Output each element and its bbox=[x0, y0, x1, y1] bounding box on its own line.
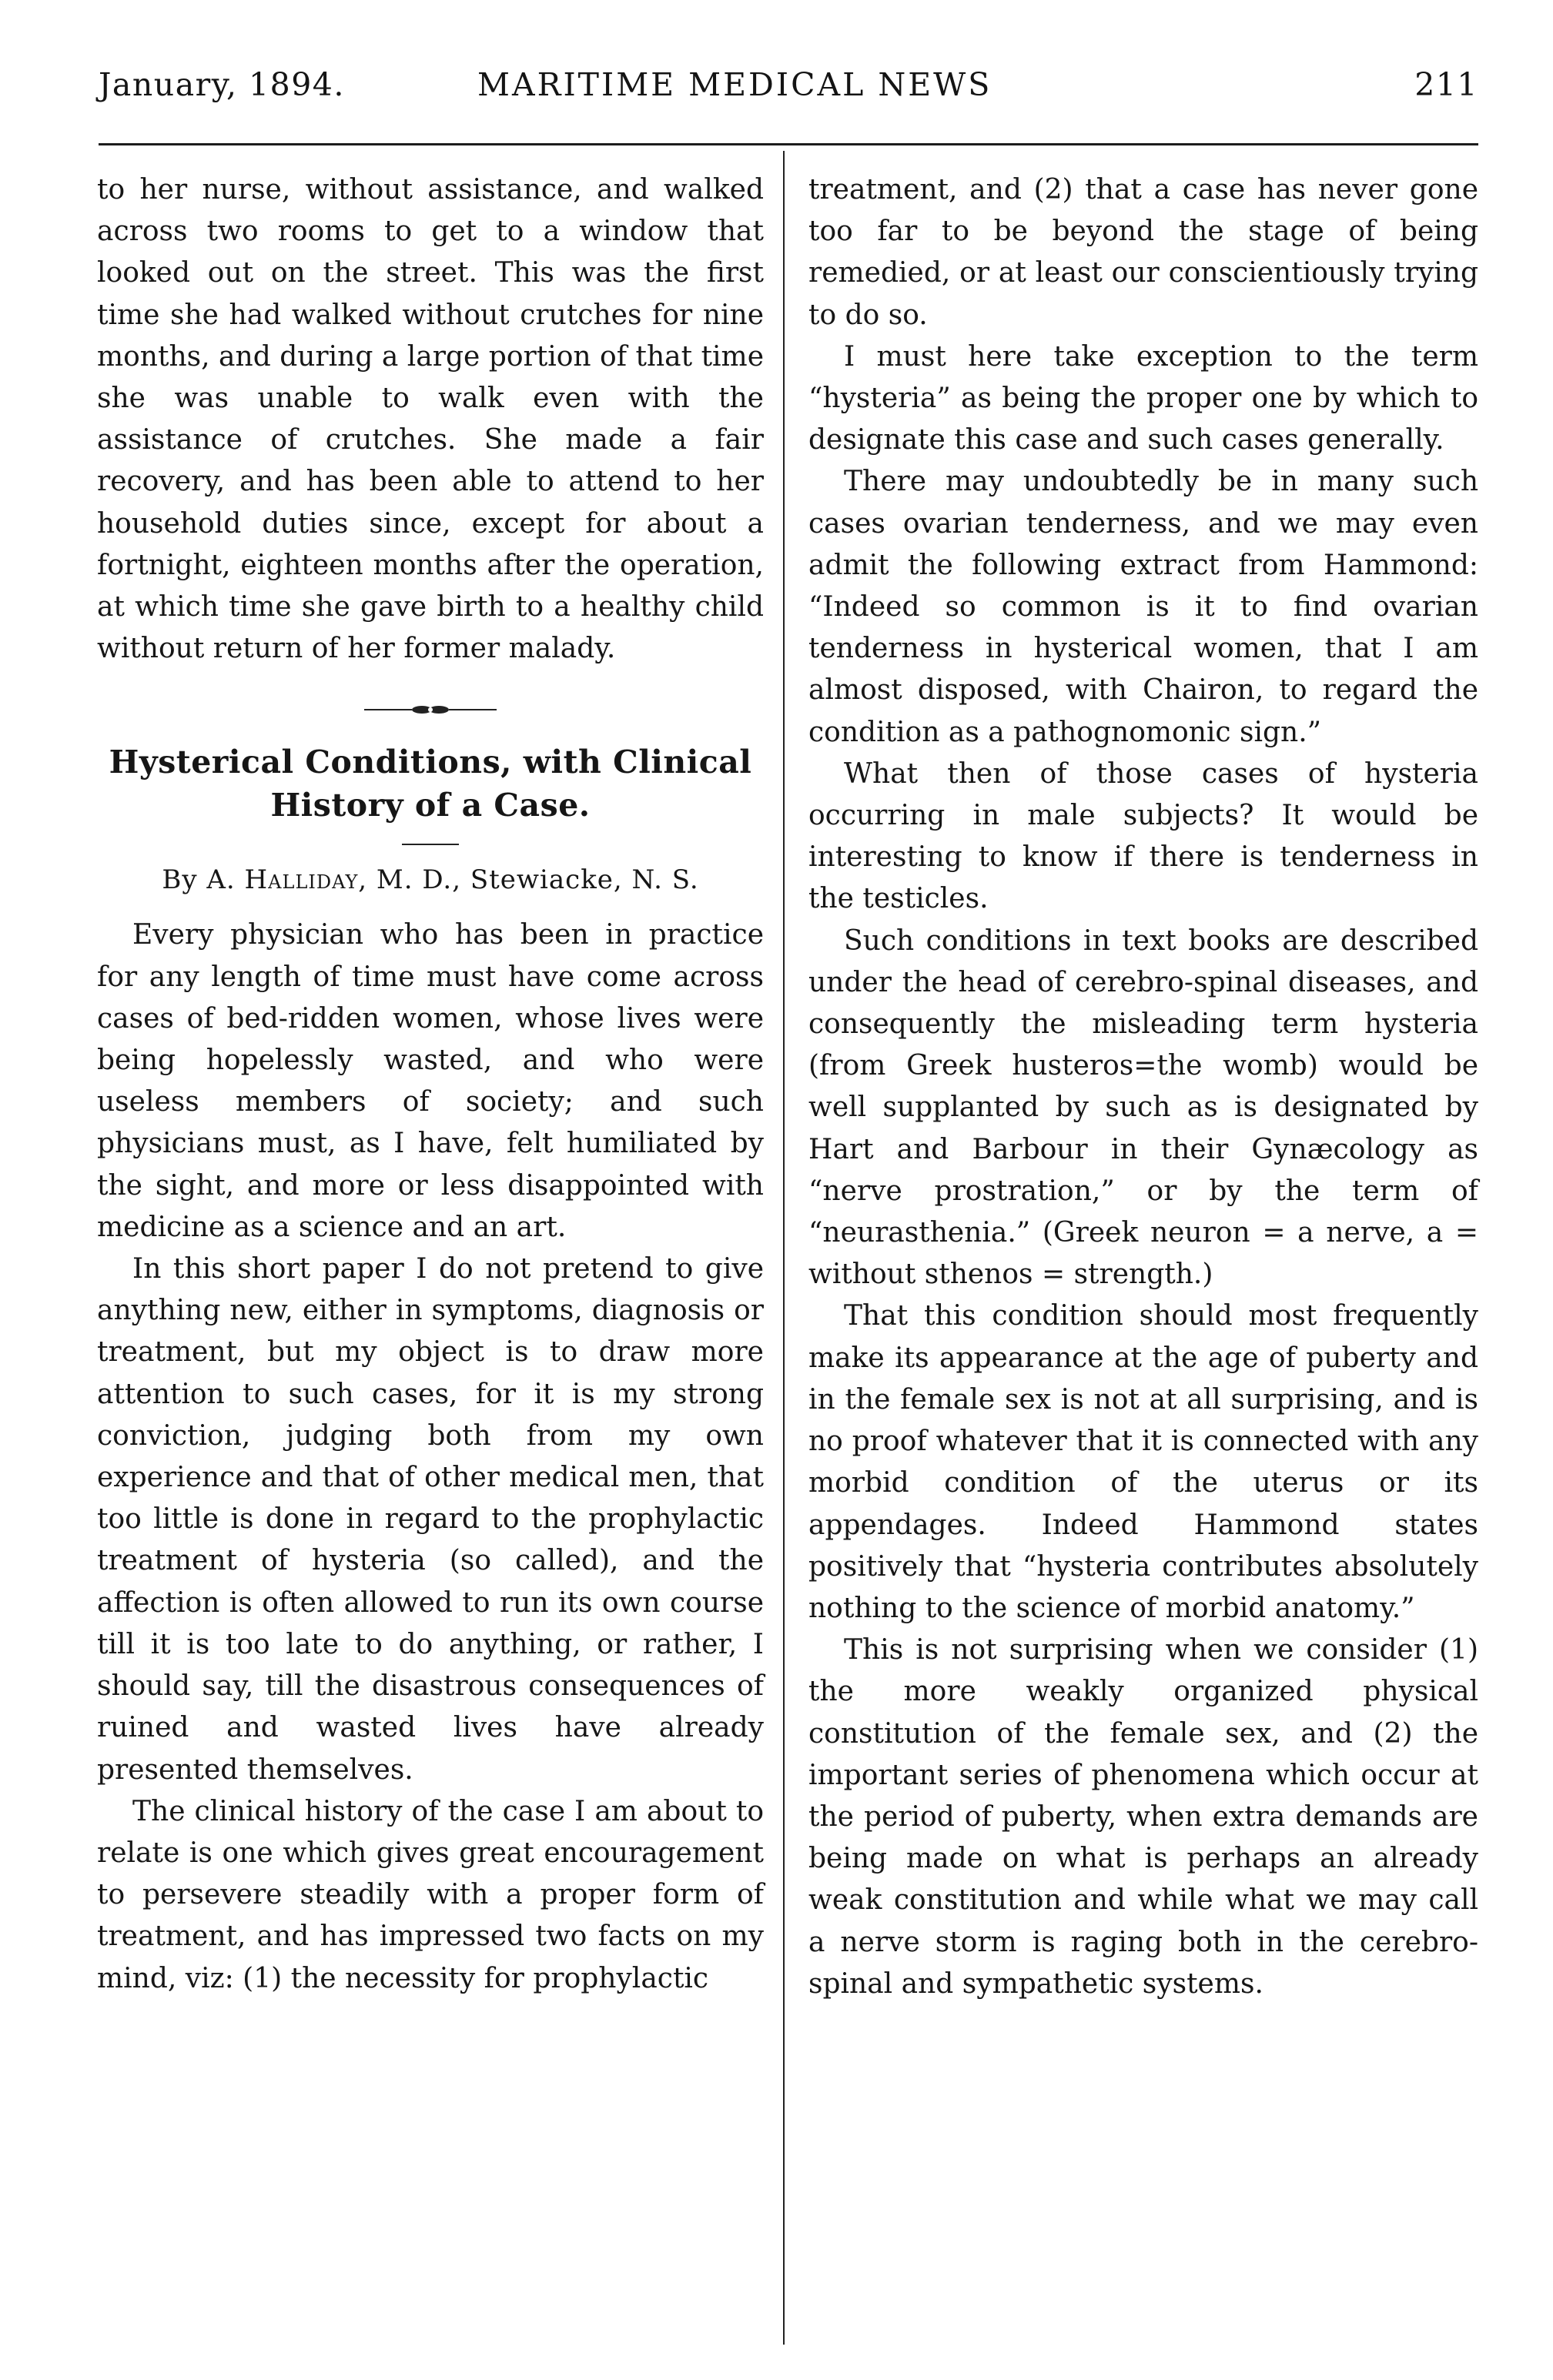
journal-title: MARITIME MEDICAL NEWS bbox=[477, 66, 992, 103]
continued-paragraph: to her nurse, without assistance, and walked across two rooms to get to a window that looked out on the street. This was the first time she had walked without crutches for nine months, and during a large portion of that time she was unable to walk even with the assistance of crutches. She made a fair recovery, and has been able to attend to her household duties since, except for about a fortnight, eighteen months after the operation, at which time she gave birth to a healthy child without return of her former malady. bbox=[97, 174, 764, 665]
body-paragraph: I must here take exception to the term “hysteria” as being the proper one by which to designate this case and such cases generally. bbox=[808, 340, 1478, 456]
body-paragraph: In this short paper I do not pretend to give anything new, either in symptoms, diagnosis or treatment, but my object is to draw more attention to such cases, for it is my strong conviction, judging both from my own experience and that of other medical men, that too little is done in regard to the prophylactic treatment of hysteria (so called), and the affection is often allowed to run its own course till it is too late to do anything, or rather, I should say, till the disastrous consequences of ruined and wasted lives have already presented themselves. bbox=[97, 1253, 764, 1786]
ornament-divider-icon bbox=[361, 702, 500, 717]
body-paragraph: There may undoubtedly be in many such cases ovarian tenderness, and we may even admit the following extract from Hammond: “Indeed so common is it to find ovarian tenderness in hysterical women, that I am almost disposed, with Chairon, to regard the condition as a pathognomonic sign.” bbox=[808, 466, 1478, 748]
issue-date: January, 1894. bbox=[99, 66, 345, 103]
column-divider bbox=[783, 151, 785, 2345]
body-paragraph: This is not surprising when we consider (1) the more weakly organized physical constitution of the female sex, and (2) the important series of phenomena which occur at the period of puberty, when extra demands are being made on what is perhaps an already weak constitution and while what we may call a nerve storm is raging both in the cerebro-spinal and sympathetic systems. bbox=[808, 1634, 1478, 2000]
byline bbox=[97, 861, 764, 899]
header-rule bbox=[99, 143, 1478, 145]
title-rule bbox=[402, 844, 459, 845]
body-paragraph: Every physician who has been in practice for any length of time must have come across cases of bed-ridden women, whose lives were being hopelessly wasted, and who were useless members of society; and such physicians must, as I have, felt humiliated by the sight, and more or less disappointed with medicine as a science and an art. bbox=[97, 919, 764, 1243]
body-paragraph: The clinical history of the case I am about to relate is one which gives great encouragement to persevere steadily with a proper form of treatment, and has impressed two facts on my mind, viz: (1) the necessity for prophylactic bbox=[97, 1795, 764, 1994]
body-paragraph: That this condition should most frequently make its appearance at the age of puberty and in the female sex is not at all surprising, and is no proof whatever that it is connected with any morbid condition of the uterus or its appendages. Indeed Hammond states positively that “hysteria contributes absolutely nothing to the science of morbid anatomy.” bbox=[808, 1300, 1478, 1624]
article-title: Hysterical Conditions, with Clinical History of a Case. bbox=[109, 744, 752, 824]
body-paragraph: Such conditions in text books are described under the head of cerebro-spinal diseases, and consequently the misleading term hysteria (from Greek husteros=the womb) would be well supplanted by such as is designated by Hart and Barbour in their Gynæcology as “nerve prostration,” or by the term of “neurasthenia.” (Greek neuron = a nerve, a = without sthenos = strength.) bbox=[808, 924, 1478, 1291]
page-header bbox=[99, 66, 1478, 122]
continued-paragraph: treatment, and (2) that a case has never gone too far to be beyond the stage of being remedied, or at least our conscientiously trying to do so. bbox=[808, 174, 1478, 331]
byline-prefix: By bbox=[162, 864, 198, 896]
left-column bbox=[97, 169, 764, 2000]
right-column bbox=[808, 169, 1478, 2005]
byline-author: A. Halliday, M. D., bbox=[206, 864, 462, 896]
byline-place: Stewiacke, N. S. bbox=[470, 864, 699, 896]
section-ornament bbox=[97, 687, 764, 733]
page-number: 211 bbox=[1414, 66, 1478, 103]
body-paragraph: What then of those cases of hysteria occurring in male subjects? It would be interesting to know if there is tenderness in the testicles. bbox=[808, 757, 1478, 915]
